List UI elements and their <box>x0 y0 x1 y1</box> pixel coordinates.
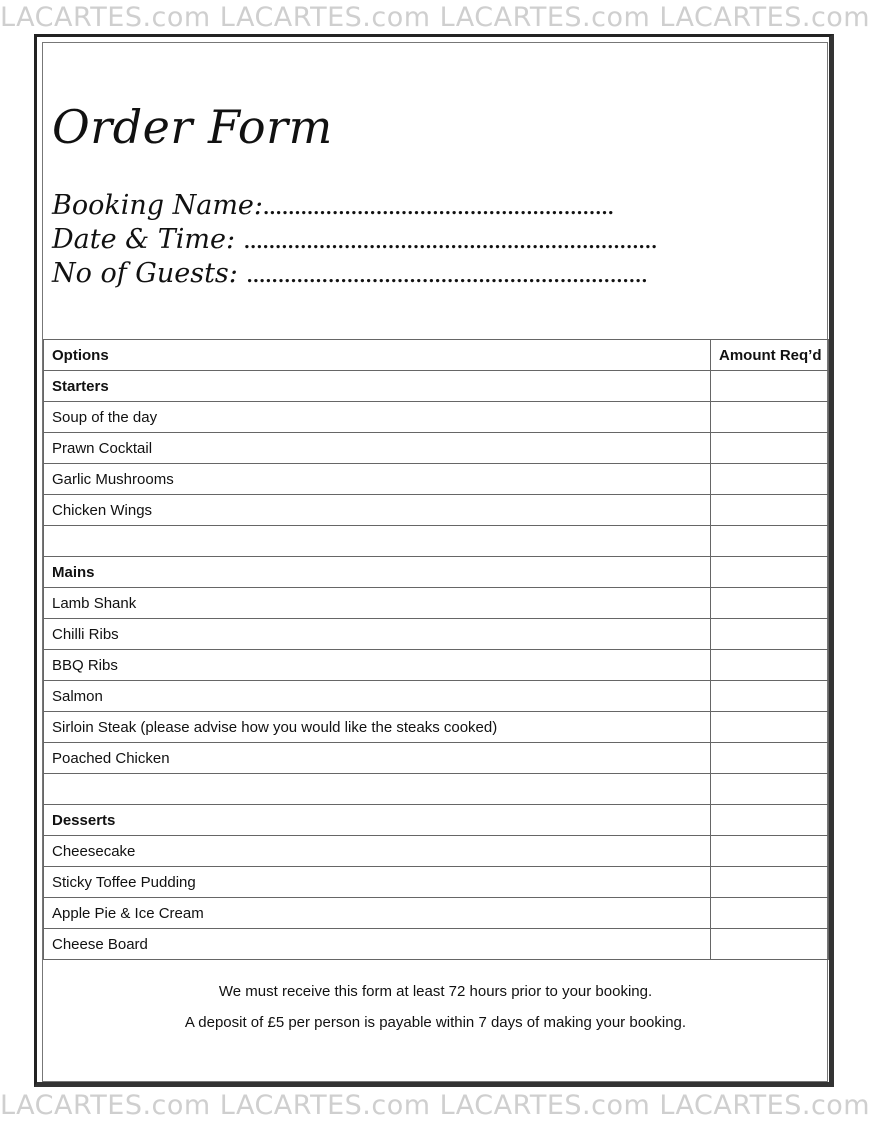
amount-cell[interactable] <box>711 650 829 681</box>
table-row <box>44 588 829 619</box>
booking-name-label: Booking Name: <box>52 190 264 221</box>
amount-cell[interactable] <box>711 898 829 929</box>
notice-72-hours: We must receive this form at least 72 hours prior to your booking. <box>218 983 653 1000</box>
amount-cell[interactable] <box>711 495 829 526</box>
amount-cell[interactable] <box>711 867 829 898</box>
item-label: Soup of the day <box>44 402 711 433</box>
section-row <box>44 805 829 836</box>
page-title: Order Form <box>52 100 333 154</box>
table-row <box>44 898 829 929</box>
item-label: BBQ Ribs <box>44 650 711 681</box>
section-row <box>44 557 829 588</box>
date-time-line[interactable]: .................................................................. <box>243 232 658 253</box>
amount-cell[interactable] <box>711 402 829 433</box>
watermark-top: LACARTES.com LACARTES.com LACARTES.com LACARTES.com <box>0 2 870 33</box>
date-time-label: Date & Time: <box>52 224 244 255</box>
booking-name-line[interactable]: ........................................................ <box>263 198 614 219</box>
table-row <box>44 681 829 712</box>
item-label: Sirloin Steak (please advise how you would like the steaks cooked) <box>44 712 711 743</box>
item-label <box>44 526 711 557</box>
guests-label: No of Guests: <box>52 258 247 289</box>
item-label: Apple Pie & Ice Cream <box>44 898 711 929</box>
options-header: Options <box>44 340 711 371</box>
amount-cell[interactable] <box>711 743 829 774</box>
amount-cell[interactable] <box>711 371 829 402</box>
table-row <box>44 929 829 960</box>
watermark-bottom: LACARTES.com LACARTES.com LACARTES.com LACARTES.com <box>0 1090 870 1121</box>
guests-line[interactable]: ................................................................ <box>246 266 648 287</box>
table-row <box>44 433 829 464</box>
table-row <box>44 402 829 433</box>
item-label: Sticky Toffee Pudding <box>44 867 711 898</box>
booking-name-field[interactable] <box>52 190 614 221</box>
amount-cell[interactable] <box>711 805 829 836</box>
table-row <box>44 495 829 526</box>
table-row <box>44 836 829 867</box>
item-label: Garlic Mushrooms <box>44 464 711 495</box>
amount-cell[interactable] <box>711 464 829 495</box>
amount-cell[interactable] <box>711 433 829 464</box>
amount-cell[interactable] <box>711 774 829 805</box>
item-label: Cheese Board <box>44 929 711 960</box>
item-label: Salmon <box>44 681 711 712</box>
date-time-field[interactable] <box>52 224 657 255</box>
order-table <box>43 339 829 960</box>
table-row <box>44 712 829 743</box>
order-rows <box>44 371 829 960</box>
section-row <box>44 371 829 402</box>
item-label: Cheesecake <box>44 836 711 867</box>
table-row <box>44 774 829 805</box>
item-label: Chilli Ribs <box>44 619 711 650</box>
amount-cell[interactable] <box>711 588 829 619</box>
amount-cell[interactable] <box>711 681 829 712</box>
item-label: Poached Chicken <box>44 743 711 774</box>
table-row <box>44 619 829 650</box>
item-label: Chicken Wings <box>44 495 711 526</box>
guests-field[interactable] <box>52 258 648 289</box>
notice-deposit: A deposit of £5 per person is payable within 7 days of making your booking. <box>184 1014 687 1031</box>
table-row <box>44 867 829 898</box>
table-header-row <box>44 340 829 371</box>
item-label: Prawn Cocktail <box>44 433 711 464</box>
table-row <box>44 650 829 681</box>
amount-cell[interactable] <box>711 526 829 557</box>
section-label: Desserts <box>44 805 711 836</box>
amount-header: Amount Req’d <box>711 340 829 371</box>
amount-cell[interactable] <box>711 619 829 650</box>
table-row <box>44 464 829 495</box>
item-label <box>44 774 711 805</box>
amount-cell[interactable] <box>711 557 829 588</box>
section-label: Mains <box>44 557 711 588</box>
amount-cell[interactable] <box>711 929 829 960</box>
table-row <box>44 526 829 557</box>
section-label: Starters <box>44 371 711 402</box>
item-label: Lamb Shank <box>44 588 711 619</box>
amount-cell[interactable] <box>711 712 829 743</box>
table-row <box>44 743 829 774</box>
amount-cell[interactable] <box>711 836 829 867</box>
